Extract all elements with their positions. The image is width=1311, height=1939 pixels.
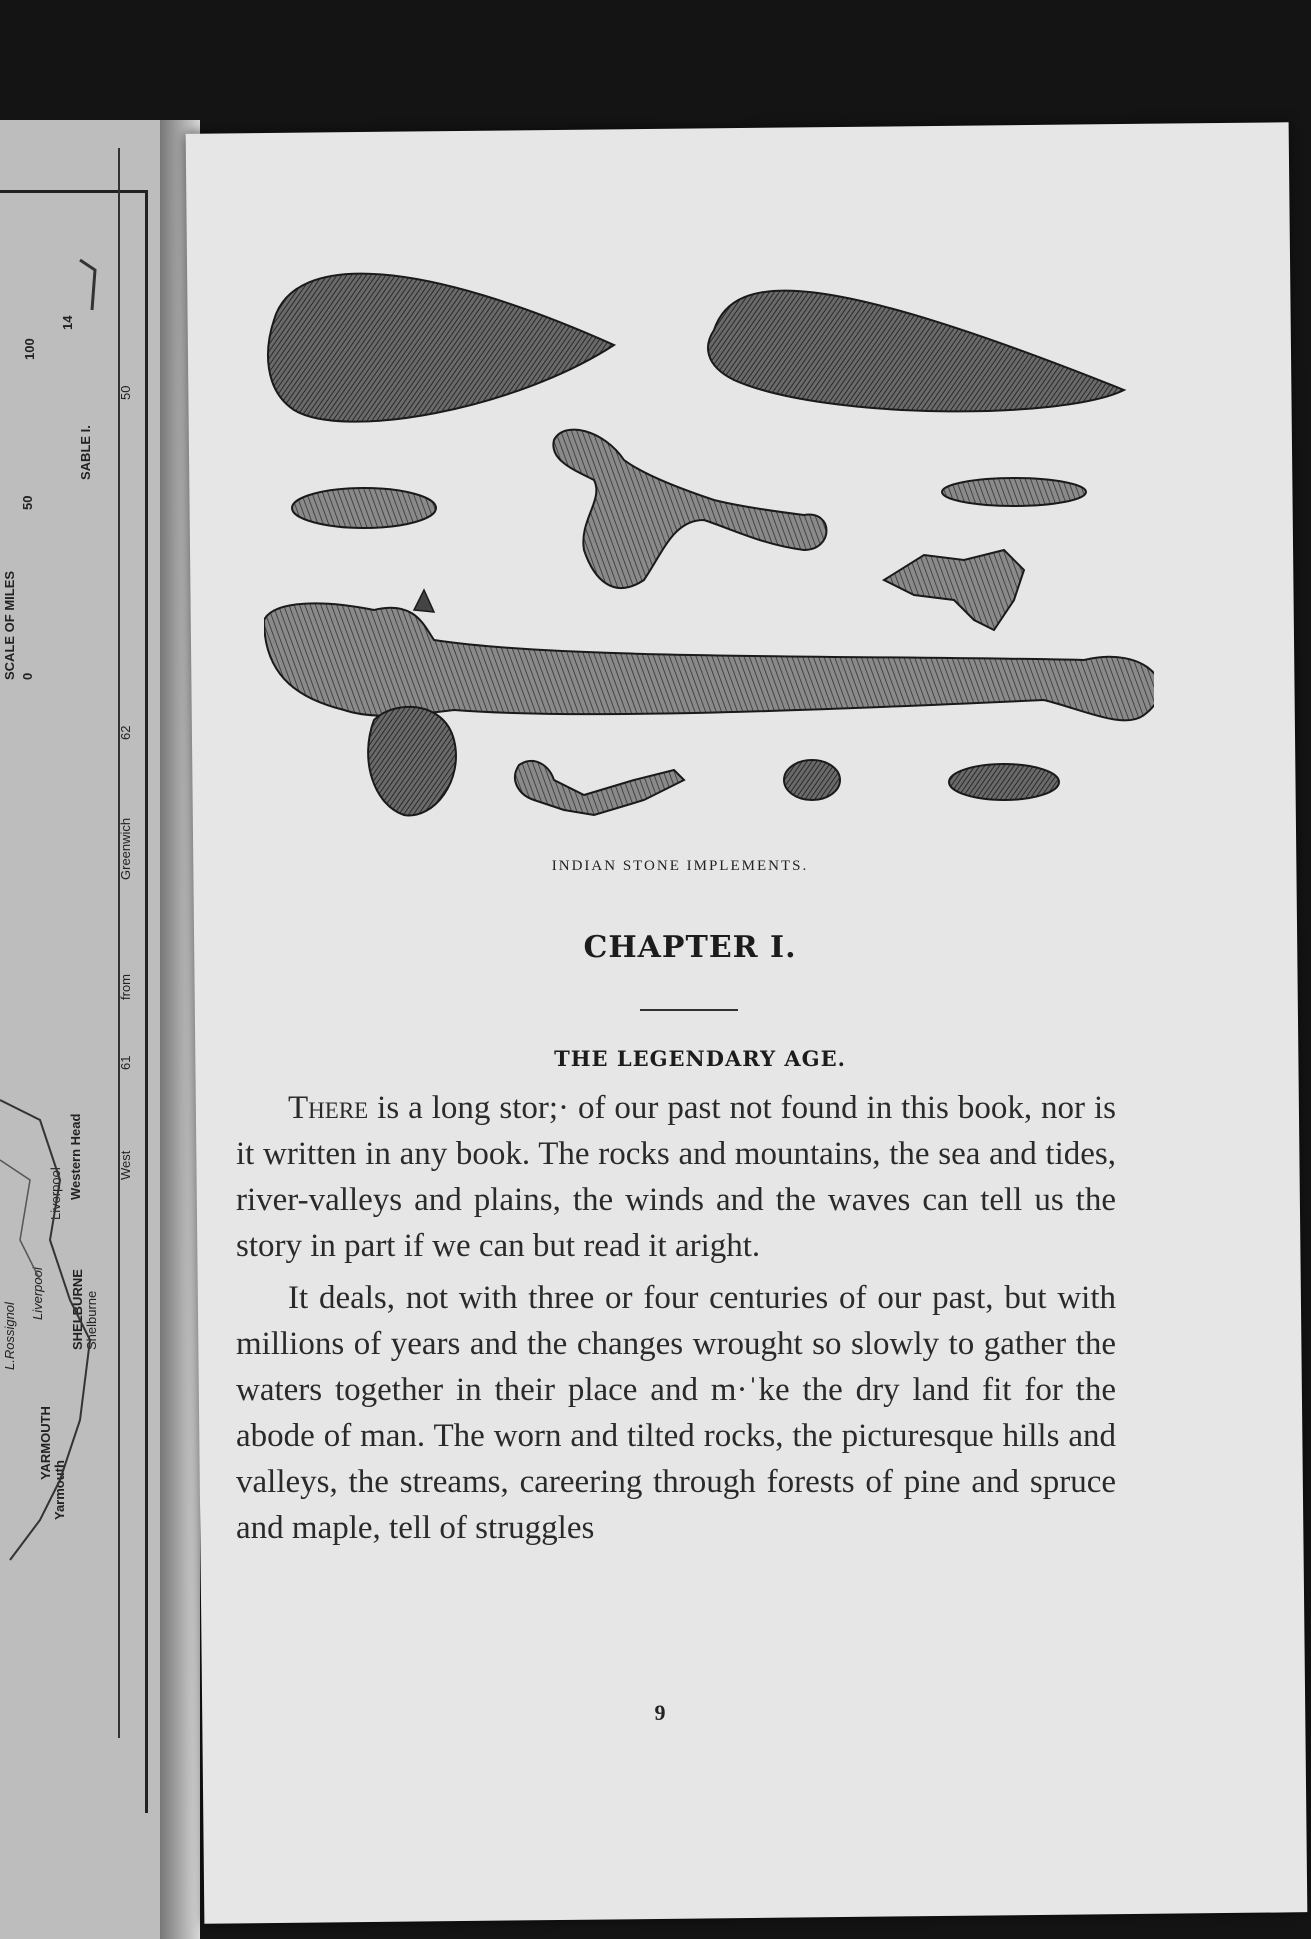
- map-longitude-62: 62: [118, 725, 133, 740]
- map-label-from: from: [118, 974, 133, 1000]
- map-scale-label: SCALE OF MILES: [2, 570, 17, 680]
- body-text: [236, 1085, 1116, 1557]
- map-label-shelburne-county: SHELBURNE: [70, 1269, 85, 1350]
- chapter-subheading: THE LEGENDARY AGE.: [554, 1046, 846, 1071]
- paragraph-1: [236, 1085, 1116, 1269]
- map-longitude-50: 50: [118, 385, 133, 400]
- stone-bead-string: [515, 761, 684, 815]
- map-scale-100: 100: [22, 338, 37, 360]
- map-label-yarmouth-county: YARMOUTH: [38, 1406, 53, 1480]
- map-longitude-61: 61: [118, 1055, 133, 1070]
- stone-hammer-with-handle: [264, 603, 1154, 720]
- map-label-western-head: Western Head: [68, 1113, 83, 1200]
- stone-implements-illustration: [264, 260, 1154, 840]
- map-latitude-14: 14: [60, 315, 75, 330]
- map-label-shelburne-town: Shelburne: [84, 1290, 99, 1350]
- map-label-sable-island: SABLE I.: [78, 425, 93, 480]
- map-label-greenwich: Greenwich: [118, 817, 133, 880]
- large-stone-axe-right: [708, 291, 1124, 412]
- page-number: 9: [654, 1700, 666, 1725]
- paragraph-1-text: is a long stor;· of our past not found in this book, nor is it written in any book. The rocks and mountains, the sea and tides, river-valleys and plains, the winds and the waves can tell us the story in part if we can but read it aright.: [236, 1090, 1116, 1264]
- map-scale-0: 0: [20, 672, 35, 680]
- map-scale-50: 50: [20, 495, 35, 510]
- bird-stone-artifact: [553, 430, 826, 588]
- round-stone: [784, 760, 840, 800]
- map-label-yarmouth-town: Yarmouth: [52, 1460, 67, 1520]
- map-label-rossignol: L.Rossignol: [2, 1302, 17, 1370]
- paragraph-1-lead: There: [288, 1090, 369, 1126]
- map-label-liverpool-1: Liverpool: [48, 1167, 63, 1220]
- stone-pestle-right: [942, 478, 1086, 506]
- map-coastline: [0, 120, 160, 1939]
- paragraph-2-text: It deals, not with three or four centuries of our past, but with millions of years and the changes wrought so slowly to gather the waters together in their place and m·ˈke the dry land fit for the abode of man. The worn and tilted rocks, the picturesque hills and valleys, the streams, careering through forests of pine and spruce and maple, tell of struggles: [236, 1280, 1116, 1546]
- map-label-liverpool-2: Liverpool: [30, 1267, 45, 1320]
- hammer-stone-head: [368, 707, 456, 816]
- stone-pestle-left: [292, 488, 436, 528]
- hammer-notch: [414, 590, 434, 612]
- large-stone-axe-left: [268, 274, 614, 422]
- chapter-divider: [640, 1009, 738, 1011]
- chapter-heading: CHAPTER I.: [583, 930, 797, 965]
- oval-stone: [949, 764, 1059, 800]
- arrowhead: [884, 550, 1024, 630]
- map-label-west: West: [118, 1150, 133, 1180]
- illustration-caption: INDIAN STONE IMPLEMENTS.: [551, 858, 809, 874]
- paragraph-2: [236, 1275, 1116, 1551]
